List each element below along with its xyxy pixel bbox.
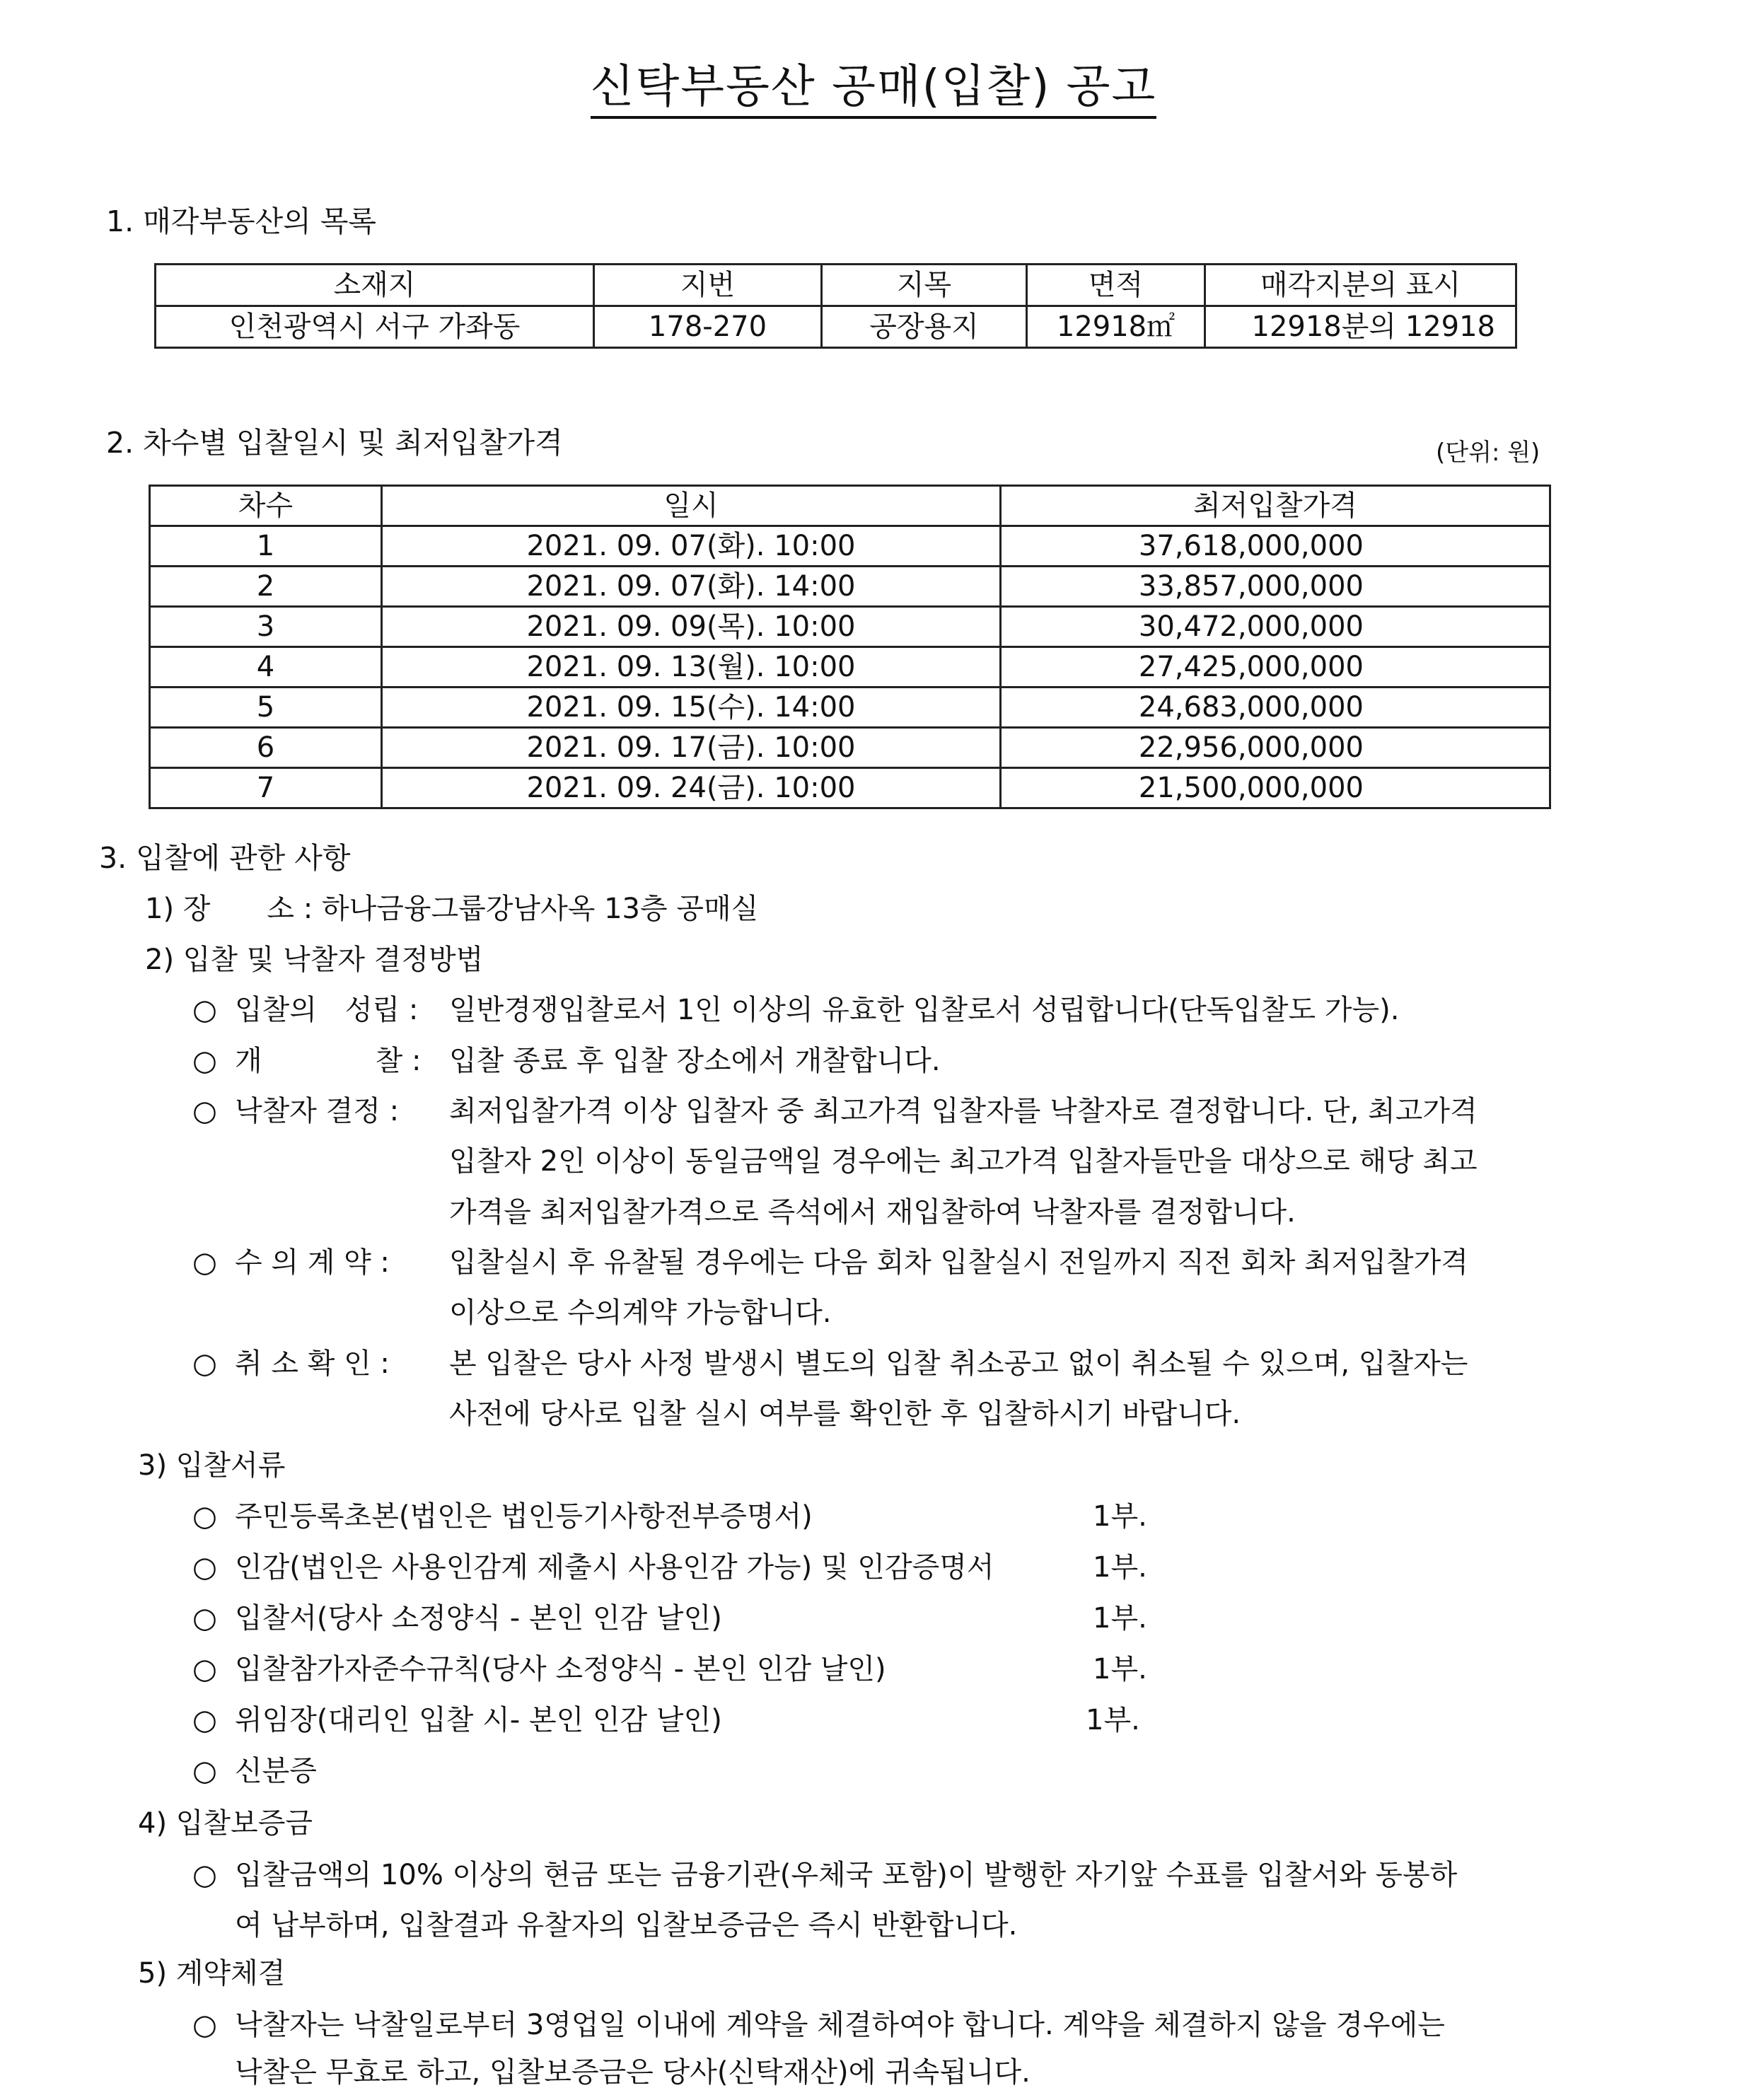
contract-text: 낙찰은 무효로 하고, 입찰보증금은 당사(신탁재산)에 귀속됩니다. (235, 2056, 1031, 2089)
list-item: ○ 입찰서(당사 소정양식 - 본인 인감 날인) (192, 1599, 722, 1638)
cell-datetime: 2021. 09. 09(목). 10:00 (382, 607, 1001, 647)
cell-price: 30,472,000,000 (1001, 607, 1550, 647)
method-item-label: ○ 수 의 계 약 : (192, 1243, 390, 1282)
bullet-icon: ○ (192, 2009, 217, 2041)
cell-datetime: 2021. 09. 13(월). 10:00 (382, 647, 1001, 688)
table-row (150, 647, 1550, 688)
section3-heading: 3. 입찰에 관한 사항 (99, 841, 351, 875)
doc-qty: 1부. (1093, 1653, 1147, 1686)
place-line: 1) 장 소 : 하나금융그룹강남사옥 13층 공매실 (145, 893, 759, 925)
method-item-text: 이상으로 수의계약 가능합니다. (449, 1296, 832, 1329)
cell-round: 7 (150, 768, 382, 808)
table-row (150, 768, 1550, 808)
cell-price: 24,683,000,000 (1001, 688, 1550, 728)
cell-share: 12918분의 12918 (1205, 306, 1516, 348)
bullet-icon: ○ (192, 1347, 217, 1380)
bullet-icon: ○ (192, 1755, 217, 1787)
cell-price: 21,500,000,000 (1001, 768, 1550, 808)
cell-round: 5 (150, 688, 382, 728)
method-item-label: ○ 개 찰 : (192, 1041, 421, 1081)
method-heading: 2) 입찰 및 낙찰자 결정방법 (145, 944, 484, 976)
property-table-header (156, 265, 1516, 306)
list-item: ○ 인감(법인은 사용인감계 제출시 사용인감 가능) 및 인감증명서 (192, 1548, 994, 1587)
contract-text: ○ 낙찰자는 낙찰일로부터 3영업일 이내에 계약을 체결하여야 합니다. 계약을 체결하지 않을 경우에는 (192, 2005, 1445, 2045)
doc-qty: 1부. (1093, 1551, 1147, 1584)
method-item-text: 입찰실시 후 유찰될 경우에는 다음 회차 입찰실시 전일까지 직전 회차 최저입찰가격 (449, 1246, 1468, 1279)
cell-lot-number: 178-270 (594, 306, 822, 348)
cell-round: 2 (150, 567, 382, 607)
cell-land-category: 공장용지 (822, 306, 1027, 348)
list-item: ○ 입찰참가자준수규칙(당사 소정양식 - 본인 인감 날인) (192, 1649, 886, 1689)
cell-price: 37,618,000,000 (1001, 526, 1550, 567)
cell-round: 6 (150, 728, 382, 768)
schedule-table (149, 485, 1551, 809)
deposit-text: ○ 입찰금액의 10% 이상의 현금 또는 금융기관(우체국 포함)이 발행한 자기앞 수표를 입찰서와 동봉하 (192, 1855, 1457, 1895)
doc-qty: 1부. (1093, 1602, 1147, 1635)
deposit-text: 여 납부하며, 입찰결과 유찰자의 입찰보증금은 즉시 반환합니다. (235, 1909, 1018, 1942)
bullet-icon: ○ (192, 1602, 217, 1635)
cell-round: 4 (150, 647, 382, 688)
col-location: 소재지 (156, 265, 594, 306)
col-area: 면적 (1027, 265, 1205, 306)
bullet-icon: ○ (192, 1045, 217, 1077)
method-item-label: ○ 입찰의 성립 : (192, 990, 418, 1030)
bullet-icon: ○ (192, 1551, 217, 1584)
table-row (150, 526, 1550, 567)
doc-qty: 1부. (1093, 1500, 1147, 1533)
property-table (154, 263, 1517, 349)
table-row (150, 728, 1550, 768)
cell-price: 22,956,000,000 (1001, 728, 1550, 768)
col-lot-number: 지번 (594, 265, 822, 306)
table-row (150, 607, 1550, 647)
bullet-icon: ○ (192, 1653, 217, 1686)
table-row (150, 688, 1550, 728)
bullet-icon: ○ (192, 1859, 217, 1891)
cell-datetime: 2021. 09. 24(금). 10:00 (382, 768, 1001, 808)
bullet-icon: ○ (192, 1246, 217, 1279)
list-item: ○ 위임장(대리인 입찰 시- 본인 인감 날인) (192, 1700, 722, 1740)
bullet-icon: ○ (192, 1500, 217, 1533)
col-datetime: 일시 (382, 486, 1001, 526)
unit-note: (단위: 원) (1436, 439, 1540, 467)
table-row (150, 567, 1550, 607)
cell-round: 1 (150, 526, 382, 567)
method-item-label: ○ 낙찰자 결정 : (192, 1091, 399, 1131)
col-round: 차수 (150, 486, 382, 526)
method-item-text: 사전에 당사로 입찰 실시 여부를 확인한 후 입찰하시기 바랍니다. (449, 1398, 1241, 1430)
bullet-icon: ○ (192, 1704, 217, 1736)
table-row (156, 306, 1516, 348)
deposit-heading: 4) 입찰보증금 (138, 1807, 313, 1840)
section1-heading: 1. 매각부동산의 목록 (106, 204, 377, 238)
bullet-icon: ○ (192, 994, 217, 1026)
col-min-price: 최저입찰가격 (1001, 486, 1550, 526)
method-item-text: 본 입찰은 당사 사정 발생시 별도의 입찰 취소공고 없이 취소될 수 있으며, 입찰자는 (449, 1347, 1468, 1380)
cell-round: 3 (150, 607, 382, 647)
cell-datetime: 2021. 09. 07(화). 14:00 (382, 567, 1001, 607)
method-item-text: 일반경쟁입찰로서 1인 이상의 유효한 입찰로서 성립합니다(단독입찰도 가능). (449, 994, 1400, 1026)
col-share: 매각지분의 표시 (1205, 265, 1516, 306)
cell-area: 12918㎡ (1027, 306, 1205, 348)
contract-heading: 5) 계약체결 (138, 1957, 286, 1990)
bullet-icon: ○ (192, 1095, 217, 1127)
col-land-category: 지목 (822, 265, 1027, 306)
docs-heading: 3) 입찰서류 (138, 1449, 286, 1482)
doc-qty: 1부. (1086, 1704, 1140, 1736)
method-item-text: 입찰 종료 후 입찰 장소에서 개찰합니다. (449, 1045, 941, 1077)
section2-heading: 2. 차수별 입찰일시 및 최저입찰가격 (106, 426, 563, 460)
cell-price: 27,425,000,000 (1001, 647, 1550, 688)
cell-datetime: 2021. 09. 15(수). 14:00 (382, 688, 1001, 728)
list-item: ○ 주민등록초본(법인은 법인등기사항전부증명서) (192, 1497, 813, 1536)
list-item: ○ 신분증 (192, 1751, 317, 1791)
cell-price: 33,857,000,000 (1001, 567, 1550, 607)
method-item-label: ○ 취 소 확 인 : (192, 1344, 390, 1383)
page-title: 신탁부동산 공매(입찰) 공고 (0, 55, 1747, 119)
cell-datetime: 2021. 09. 07(화). 10:00 (382, 526, 1001, 567)
cell-datetime: 2021. 09. 17(금). 10:00 (382, 728, 1001, 768)
method-item-text: 최저입찰가격 이상 입찰자 중 최고가격 입찰자를 낙찰자로 결정합니다. 단, 최고가격 (449, 1095, 1478, 1127)
method-item-text: 가격을 최저입찰가격으로 즉석에서 재입찰하여 낙찰자를 결정합니다. (449, 1196, 1296, 1229)
cell-location: 인천광역시 서구 가좌동 (156, 306, 594, 348)
method-item-text: 입찰자 2인 이상이 동일금액일 경우에는 최고가격 입찰자들만을 대상으로 해당 최고 (449, 1145, 1478, 1178)
schedule-table-header (150, 486, 1550, 526)
